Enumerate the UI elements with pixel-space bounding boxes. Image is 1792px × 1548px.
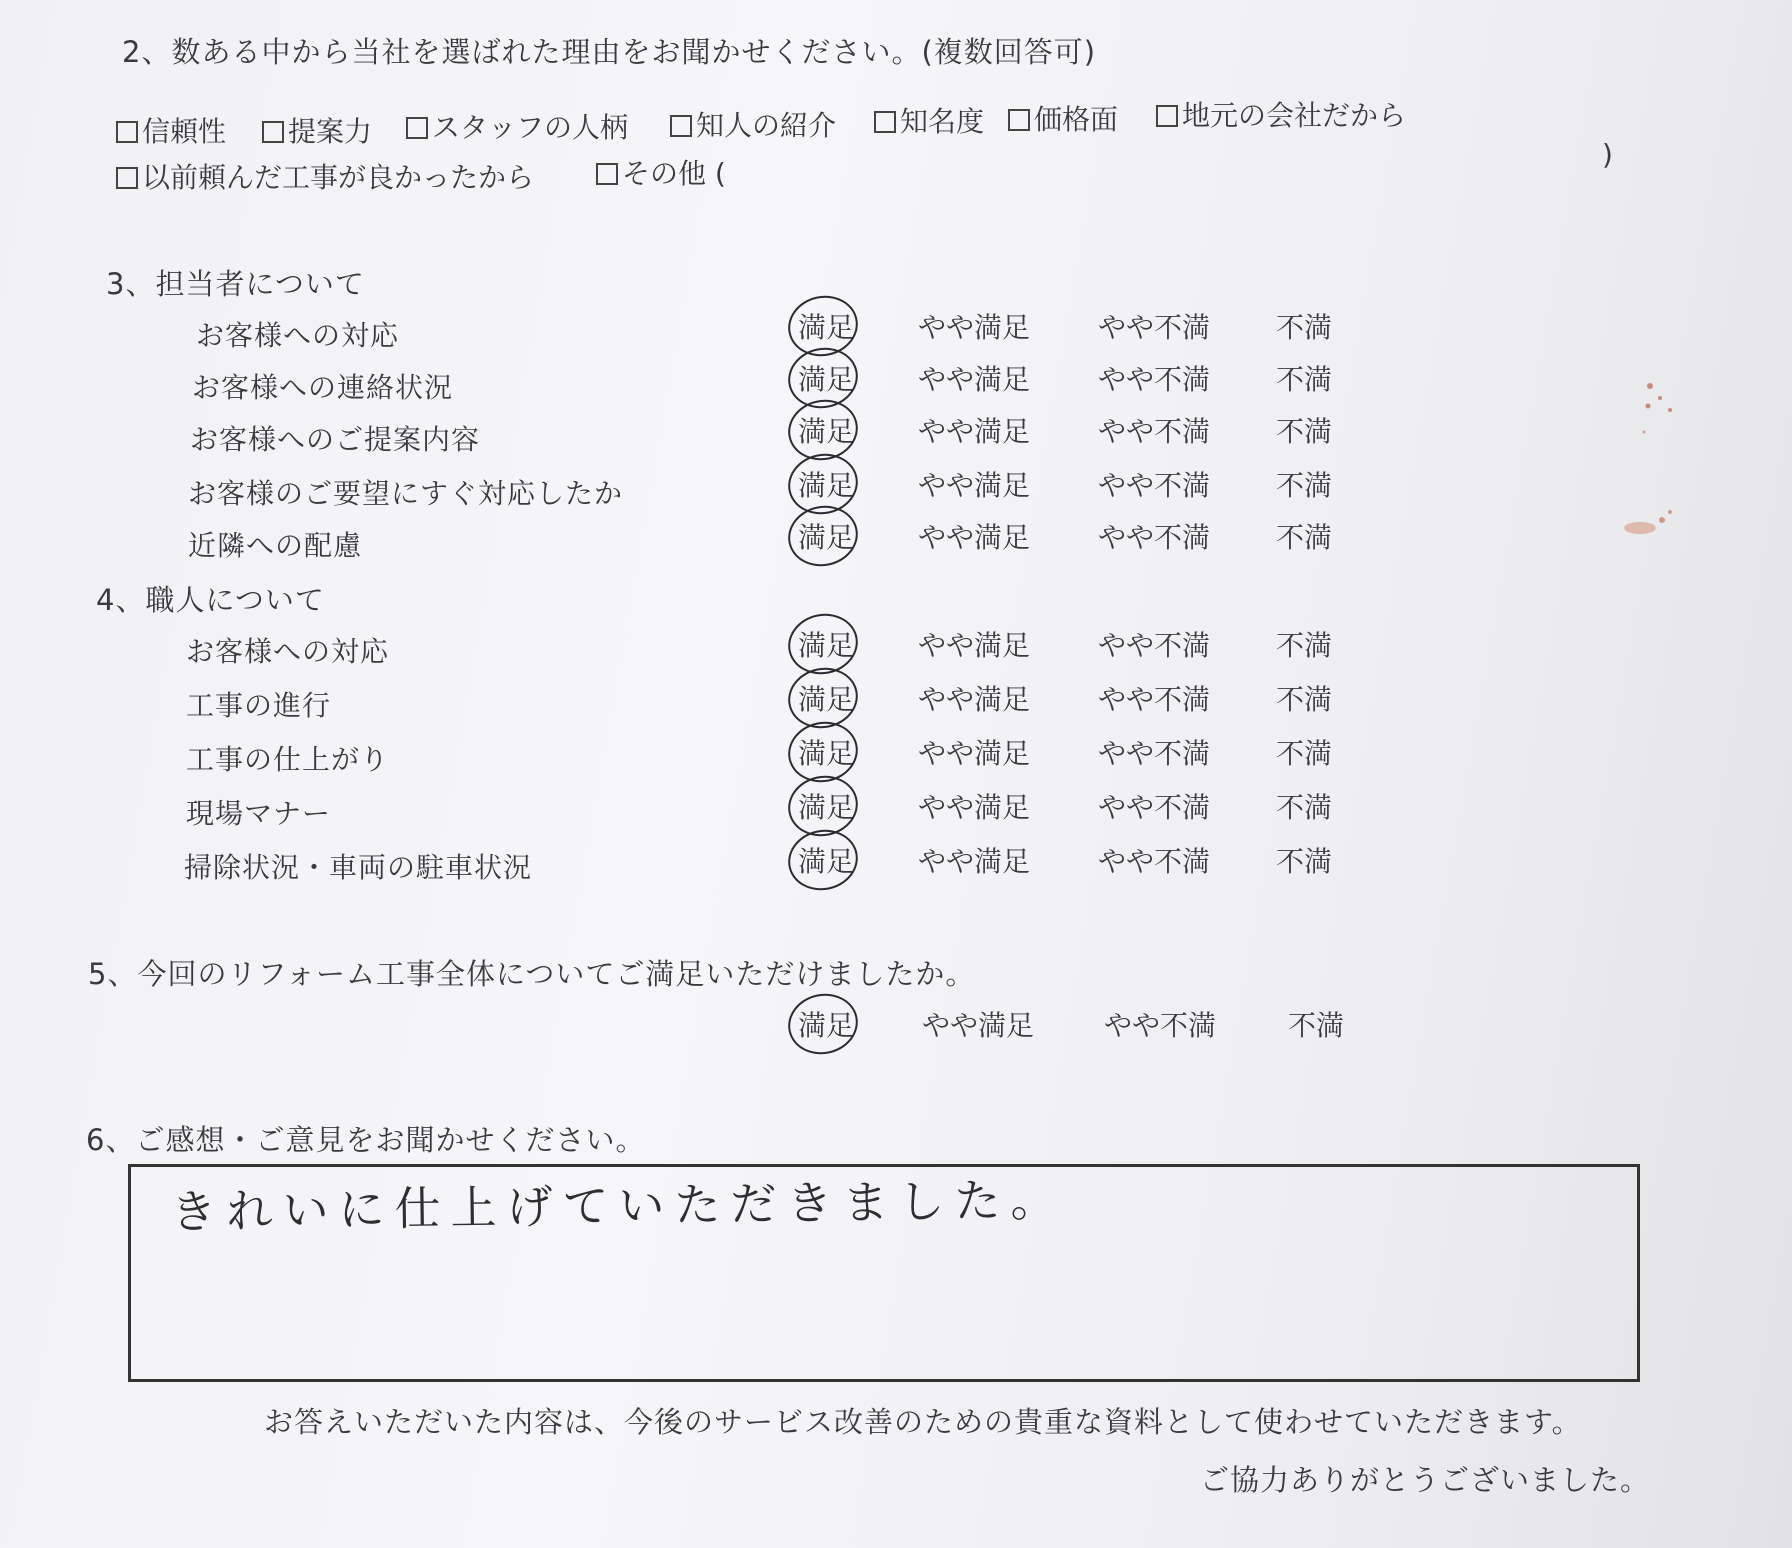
rating-option[interactable]: 満足: [798, 629, 855, 662]
rating-option[interactable]: 満足: [798, 521, 855, 554]
q2-option[interactable]: 地元の会社だから: [1156, 94, 1406, 134]
rating-item-label: お客様へのご提案内容: [190, 423, 481, 456]
q2-option[interactable]: 信頼性: [116, 110, 226, 150]
rating-item-label: 現場マナー: [186, 797, 332, 830]
q2-option-other[interactable]: その他 (: [596, 152, 726, 192]
rating-option[interactable]: やや満足: [918, 845, 1031, 878]
rating-option[interactable]: やや不満: [1098, 521, 1211, 554]
rating-option[interactable]: 満足: [798, 737, 855, 770]
rating-option[interactable]: 不満: [1276, 629, 1333, 662]
rating-option[interactable]: 不満: [1276, 311, 1333, 344]
rating-option[interactable]: 満足: [798, 469, 855, 502]
question-2-title: 2、数ある中から当社を選ばれた理由をお聞かせください。(複数回答可): [122, 35, 1097, 69]
rating-option[interactable]: やや不満: [1098, 469, 1211, 502]
rating-option[interactable]: 満足: [798, 791, 855, 824]
q2-option[interactable]: 知名度: [874, 100, 984, 140]
question-4-title: 4、職人について: [96, 583, 325, 617]
rating-option[interactable]: やや満足: [918, 363, 1031, 396]
rating-item-label: 掃除状況・車両の駐車状況: [184, 851, 533, 884]
question-6-title: 6、ご感想・ご意見をお聞かせください。: [86, 1123, 646, 1157]
rating-option[interactable]: やや満足: [918, 629, 1031, 662]
rating-item-label: 近隣への配慮: [188, 529, 363, 562]
rating-item-label: お客様への対応: [186, 635, 390, 668]
footer-thanks: ご協力ありがとうございました。: [1200, 1463, 1651, 1497]
checkbox-icon[interactable]: [1008, 109, 1030, 131]
rating-option[interactable]: 不満: [1288, 1009, 1345, 1042]
q2-option[interactable]: スタッフの人柄: [406, 106, 628, 146]
checkbox-icon[interactable]: [670, 115, 692, 137]
rating-option[interactable]: 満足: [798, 1009, 855, 1042]
rating-option[interactable]: 不満: [1276, 683, 1333, 716]
rating-option[interactable]: 満足: [798, 363, 855, 396]
rating-option[interactable]: やや不満: [1098, 791, 1211, 824]
rating-option[interactable]: やや不満: [1098, 737, 1211, 770]
rating-option[interactable]: やや満足: [918, 469, 1031, 502]
checkbox-icon[interactable]: [262, 121, 284, 143]
rating-option[interactable]: やや満足: [918, 415, 1031, 448]
rating-option[interactable]: 不満: [1276, 415, 1333, 448]
rating-option[interactable]: 不満: [1276, 845, 1333, 878]
q2-option[interactable]: 価格面: [1008, 98, 1118, 138]
rating-item-label: 工事の進行: [186, 689, 332, 722]
rating-option[interactable]: やや不満: [1098, 683, 1211, 716]
rating-option[interactable]: やや不満: [1098, 845, 1211, 878]
selection-circle: [783, 823, 864, 896]
handwritten-comment: きれいに仕上げていただきました。: [170, 1172, 1067, 1239]
rating-option[interactable]: やや満足: [918, 737, 1031, 770]
q2-option[interactable]: 以前頼んだ工事が良かったから: [116, 156, 534, 196]
rating-option[interactable]: やや満足: [918, 791, 1031, 824]
rating-option[interactable]: やや満足: [918, 311, 1031, 344]
selection-circle: [783, 987, 864, 1060]
other-close-paren: ): [1602, 138, 1613, 171]
footer-note: お答えいただいた内容は、今後のサービス改善のための貴重な資料として使わせていただきます。: [264, 1405, 1582, 1439]
rating-option[interactable]: 不満: [1276, 521, 1333, 554]
stain-marks: [1600, 370, 1690, 550]
question-5-title: 5、今回のリフォーム工事全体についてご満足いただけましたか。: [88, 957, 976, 991]
checkbox-icon[interactable]: [406, 117, 428, 139]
rating-option[interactable]: 不満: [1276, 363, 1333, 396]
rating-option[interactable]: 不満: [1276, 737, 1333, 770]
checkbox-icon[interactable]: [596, 163, 618, 185]
rating-option[interactable]: やや不満: [1098, 629, 1211, 662]
q2-option[interactable]: 提案力: [262, 110, 372, 150]
rating-item-label: 工事の仕上がり: [186, 743, 390, 776]
checkbox-icon[interactable]: [1156, 105, 1178, 127]
rating-option[interactable]: 不満: [1276, 469, 1333, 502]
q2-option[interactable]: 知人の紹介: [670, 104, 836, 144]
rating-option[interactable]: やや満足: [918, 683, 1031, 716]
rating-option[interactable]: 満足: [798, 311, 855, 344]
rating-option[interactable]: 不満: [1276, 791, 1333, 824]
rating-option[interactable]: やや不満: [1098, 363, 1211, 396]
rating-option[interactable]: やや満足: [918, 521, 1031, 554]
question-3-title: 3、担当者について: [106, 267, 365, 301]
selection-circle: [783, 499, 864, 572]
rating-option[interactable]: 満足: [798, 845, 855, 878]
rating-option[interactable]: やや満足: [922, 1009, 1035, 1042]
checkbox-icon[interactable]: [874, 111, 896, 133]
rating-option[interactable]: やや不満: [1104, 1009, 1217, 1042]
checkbox-icon[interactable]: [116, 121, 138, 143]
rating-item-label: お客様への対応: [196, 319, 400, 352]
rating-option[interactable]: 満足: [798, 415, 855, 448]
checkbox-icon[interactable]: [116, 167, 138, 189]
rating-item-label: お客様への連絡状況: [192, 371, 454, 404]
rating-option[interactable]: やや不満: [1098, 415, 1211, 448]
rating-item-label: お客様のご要望にすぐ対応したか: [188, 477, 624, 510]
rating-option[interactable]: やや不満: [1098, 311, 1211, 344]
rating-option[interactable]: 満足: [798, 683, 855, 716]
